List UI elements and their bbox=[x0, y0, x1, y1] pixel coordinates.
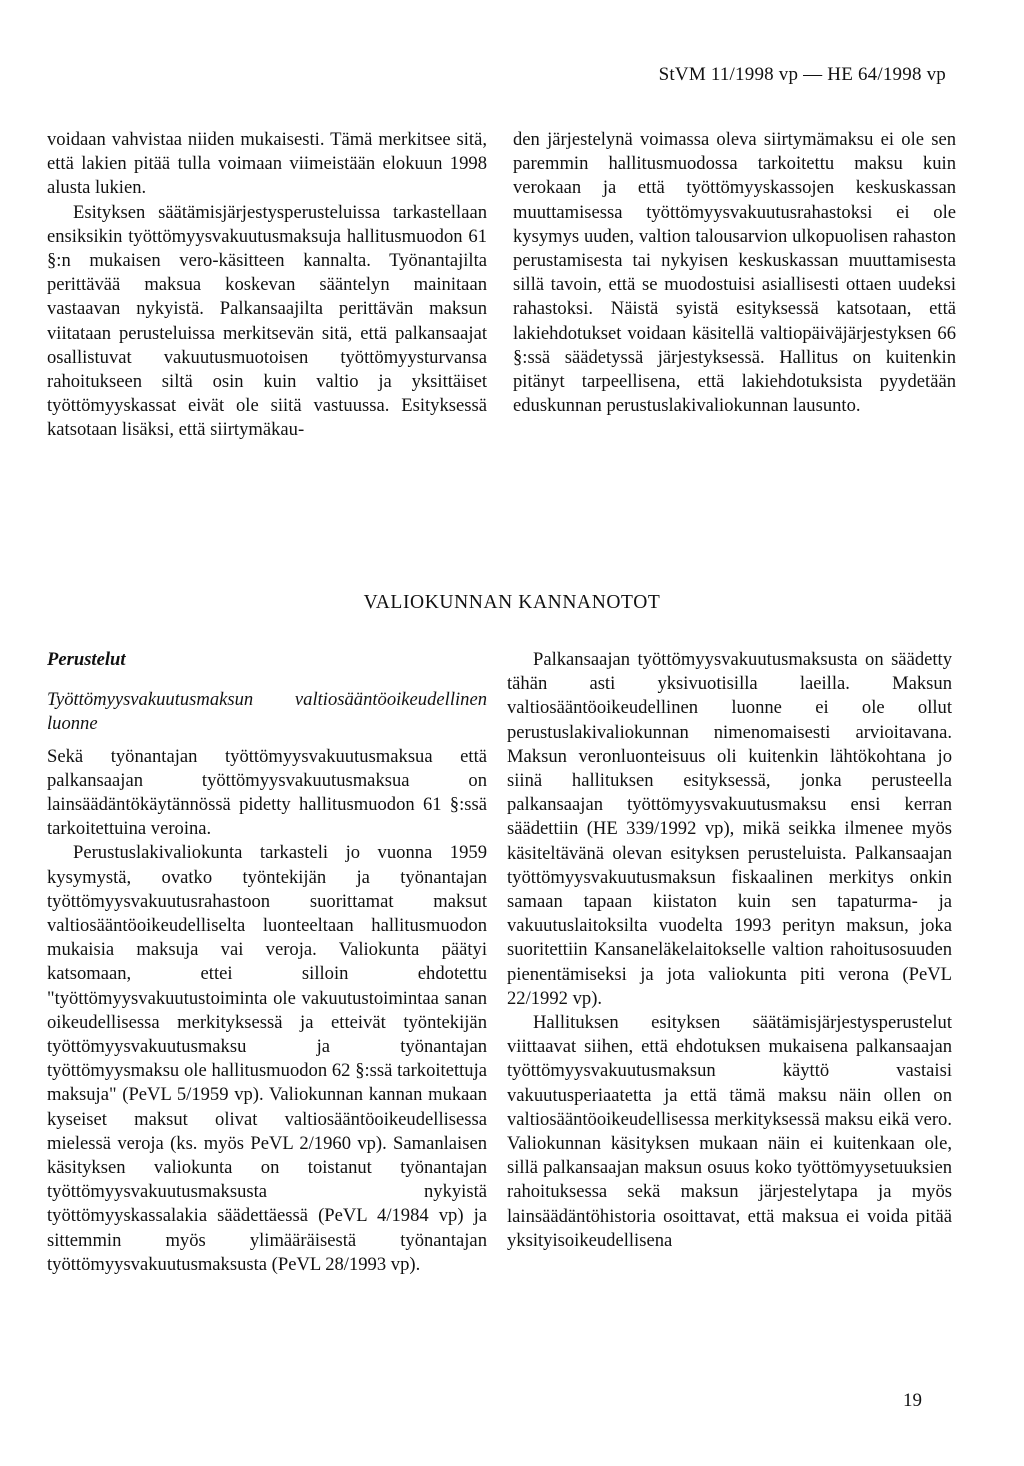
paragraph: den järjestelynä voimassa oleva siirtymämaksu ei ole sen paremmin hallitusmuodossa tarkoitettu maksu kuin verokaan ja että työttömyyskassojen keskuskassan muuttamisessa työttömyysvakuutusrahastoksi ei ole kysymys uuden, valtion talousarvion ulkopuolisen rahaston perustamisesta tai nykyisen keskuskassan muuttamisesta sillä tavoin, että se muodostuisi asiallisesti ottaen uudeksi rahastoksi. Näistä syistä esityksessä katsotaan, että lakiehdotukset voidaan käsitellä valtiopäiväjärjestyksen 66 §:ssä säädetyssä järjestyksessä. Hallitus on kuitenkin pitänyt tarpeellisena, että lakiehdotuksista pyydetään eduskunnan perustuslakivaliokunnan lausunto. bbox=[513, 129, 956, 417]
paragraph: Perustuslakivaliokunta tarkasteli jo vuonna 1959 kysymystä, ovatko työntekijän ja työnantajan työttömyysvakuutusrahastoon suorittamat maksut valtiosääntöoikeudelliselta luonteeltaan hallitusmuodon mukaisia maksuja vai veroja. Valiokunta päätyi katsomaan, ettei silloin ehdotettu "työttömyysvakuutustoiminta ole vakuutustoimintaa sanan oikeudellisessa merkityksessä ja etteivät työntekijän työttömyysvakuutusmaksu ja työnantajan työttömyysmaksu ole hallitusmuodon 62 §:ssä tarkoitettuja maksuja" (PeVL 5/1959 vp). Valiokunnan kannan mukaan kyseiset maksut olivat valtiosääntöoikeudellisessa mielessä veroja (ks. myös PeVL 2/1960 vp). Samanlaisen käsityksen valiokunta on toistanut työnantajan työttömyysvakuutusmaksusta nykyistä työttömyyskassalakia säädettäessä (PeVL 4/1984 vp) ja sittemmin myös ylimääräisestä työnantajan työttömyysvakuutusmaksusta (PeVL 28/1993 vp). bbox=[47, 842, 487, 1275]
paragraph: voidaan vahvistaa niiden mukaisesti. Tämä merkitsee sitä, että lakien pitää tulla voimaan viimeistään elokuun 1998 alusta lukien. bbox=[47, 129, 487, 199]
running-header: StVM 11/1998 vp — HE 64/1998 vp bbox=[658, 64, 946, 85]
section-heading: Perustelut bbox=[47, 649, 126, 670]
section-title: VALIOKUNNAN KANNANOTOT bbox=[363, 592, 661, 613]
column-top-left bbox=[47, 128, 487, 443]
paragraph: Esityksen säätämisjärjestysperusteluissa tarkastellaan ensiksikin työttömyysvakuutusmaksuja hallitusmuodon 61 §:n mukaisen vero-käsitteen kannalta. Työnantajilta perittävää maksua koskevan sääntelyn mainitaan vastaavan nykyistä. Palkansaajilta perittävän maksun viitataan perusteluissa merkitsevän sitä, että palkansaajat osallistuvat vakuutusmuotoisen työttömyysturvansa rahoitukseen siltä osin kuin valtio ja yksittäiset työttömyyskassat eivät ole siitä vastuussa. Esityksessä katsotaan lisäksi, että siirtymäkau- bbox=[47, 201, 487, 441]
column-bottom-left bbox=[47, 648, 487, 1277]
paragraph: Sekä työnantajan työttömyysvakuutusmaksua että palkansaajan työttömyysvakuutusmaksua on lainsäädäntökäytännössä pidetty hallitusmuodon 61 §:ssä tarkoitettuina veroina. bbox=[47, 745, 487, 840]
paragraph: Palkansaajan työttömyysvakuutusmaksusta on säädetty tähän asti yksivuotisilla laeilla. Maksun valtiosääntöoikeudellinen luonne ei ole ollut perustuslakivaliokunnan nimenomaisesti arvioitavana. Maksun veronluonteisuus oli kuitenkin lähtökohtana jo siinä hallituksen esityksessä, jonka perusteella palkansaajan työttömyysvakuutusmaksu ensi kerran säädettiin (HE 339/1992 vp), mikä seikka ilmenee myös käsiteltävänä olevan esityksen perusteluista. Palkansaajan työttömyysvakuutusmaksun fiskaalinen merkitys onkin samaan tapaan kiistaton kuin sen tapaturma- ja vakuutuslaitoksilta vuodelta 1993 perityn maksun, joka suoritettiin Kansaneläkelaitokselle valtion rahoitusosuuden pienentämiseksi ja jota valiokunta piti verona (PeVL 22/1992 vp). bbox=[507, 649, 952, 1009]
column-bottom-right bbox=[507, 648, 952, 1253]
subsection-heading: Työttömyysvakuutusmaksun valtiosääntöoikeudellinen luonne bbox=[47, 689, 487, 735]
page-number: 19 bbox=[903, 1390, 922, 1411]
column-top-right bbox=[513, 128, 956, 418]
paragraph: Hallituksen esityksen säätämisjärjestysperustelut viittaavat siihen, että ehdotuksen mukaisena palkansaajan työttömyysvakuutusmaksun käyttö vastaisi vakuutusperiaatetta ja että tämä maksu näin ollen on valtiosääntöoikeudellisessa merkityksessä maksu eikä vero. Valiokunnan käsityksen mukaan näin ei kuitenkaan ole, sillä palkansaajan maksun osuus koko työttömyysetuuksien rahoituksessa sekä maksun järjestelytapa ja myös lainsäädäntöhistoria osoittavat, että maksua ei voida pitää yksityisoikeudellisena bbox=[507, 1012, 952, 1251]
